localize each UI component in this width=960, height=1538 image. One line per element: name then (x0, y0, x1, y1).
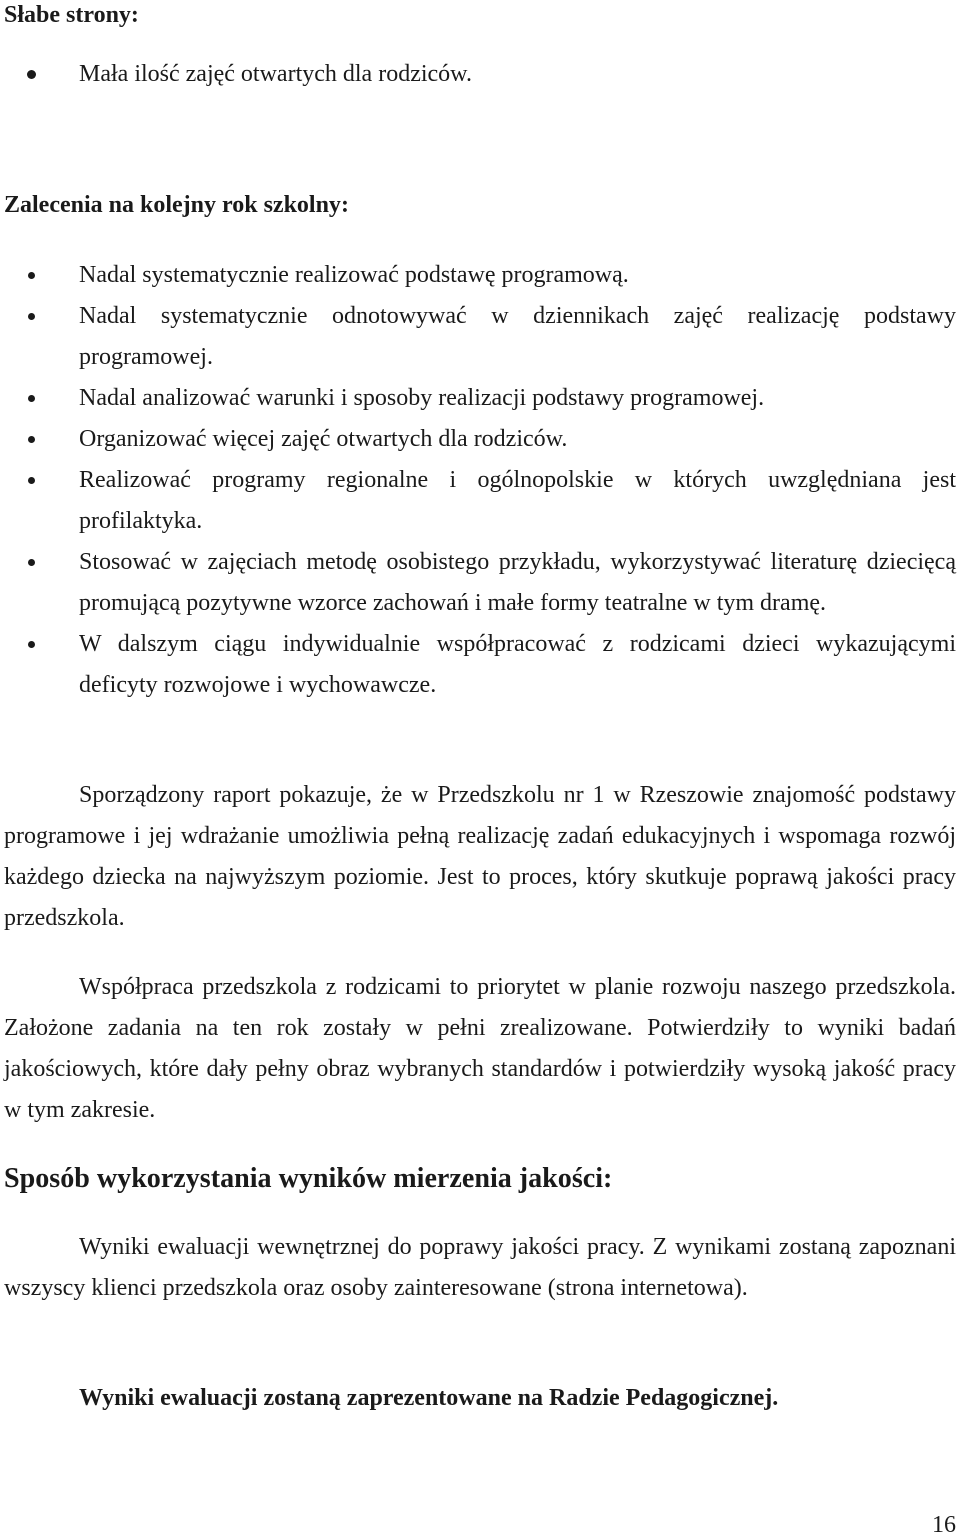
list-item: W dalszym ciągu indywidualnie współpracować z rodzicami dzieci wykazującymi deficyty rozwojowe i wychowawcze. (4, 624, 956, 706)
list-item: Nadal systematycznie realizować podstawę programową. (4, 255, 956, 296)
usage-heading: Sposób wykorzystania wyników mierzenia jakości: (4, 1163, 613, 1194)
bullet-icon (28, 641, 35, 648)
list-item: Stosować w zajęciach metodę osobistego przykładu, wykorzystywać literaturę dziecięcą promującą pozytywne wzorce zachowań i małe formy teatralne w tym dramę. (4, 542, 956, 624)
bullet-icon (28, 272, 35, 279)
weaknesses-heading: Słabe strony: (4, 2, 139, 28)
weaknesses-list (4, 54, 956, 95)
report-paragraph: Sporządzony raport pokazuje, że w Przedszkolu nr 1 w Rzeszowie znajomość podstawy programowe i jej wdrażanie umożliwia pełną realizację zadań edukacyjnych i wspomaga rozwój każdego dziecka na najwyższym poziomie. Jest to proces, który skutkuje poprawą jakości pracy przedszkola. (4, 782, 956, 931)
cooperation-paragraph: Współpraca przedszkola z rodzicami to priorytet w planie rozwoju naszego przedszkola. Założone zadania na ten rok zostały w pełni zrealizowane. Potwierdziły to wyniki badań jakościowych, które dały pełny obraz wybranych standardów i potwierdziły wysoką jakość pracy w tym zakresie. (4, 974, 956, 1123)
list-item: Nadal systematycznie odnotowywać w dziennikach zajęć realizację podstawy programowej. (4, 296, 956, 378)
bullet-icon (27, 70, 36, 79)
list-item: Nadal analizować warunki i sposoby realizacji podstawy programowej. (4, 378, 956, 419)
bullet-icon (28, 313, 35, 320)
recommendations-list (4, 255, 956, 706)
closing-statement: Wyniki ewaluacji zostaną zaprezentowane na Radzie Pedagogicznej. (79, 1385, 779, 1411)
usage-paragraph: Wyniki ewaluacji wewnętrznej do poprawy jakości pracy. Z wynikami zostaną zapoznani wszyscy klienci przedszkola oraz osoby zainteresowane (strona internetowa). (4, 1234, 956, 1301)
bullet-icon (28, 477, 35, 484)
list-item: Mała ilość zajęć otwartych dla rodziców. (4, 54, 956, 95)
bullet-icon (28, 559, 35, 566)
recommendations-heading: Zalecenia na kolejny rok szkolny: (4, 192, 349, 218)
list-item: Realizować programy regionalne i ogólnopolskie w których uwzględniana jest profilaktyka. (4, 460, 956, 542)
bullet-icon (28, 436, 35, 443)
page-number: 16 (932, 1512, 956, 1538)
list-item: Organizować więcej zajęć otwartych dla rodziców. (4, 419, 956, 460)
bullet-icon (28, 395, 35, 402)
